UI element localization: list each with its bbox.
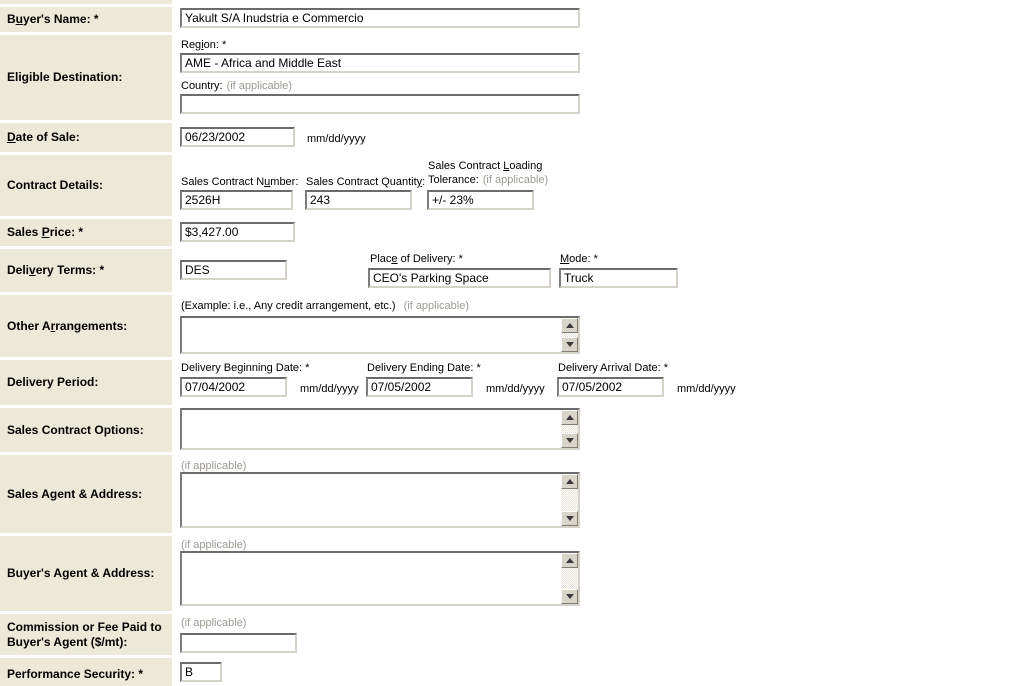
delivery-ending-label: Delivery Ending Date: * (367, 362, 481, 374)
sales-agent-label: Sales Agent & Address: (0, 455, 172, 533)
delivery-ending-group (366, 362, 552, 405)
date-of-sale-label: Date of Sale: (0, 123, 172, 152)
scrollbar-track[interactable] (561, 568, 578, 589)
country-input[interactable] (180, 94, 580, 114)
other-arrangements-textarea[interactable] (180, 316, 580, 354)
sales-contract-options-scrollbar[interactable] (561, 410, 578, 448)
top-sliver-cell (0, 0, 172, 4)
region-label: Region: * (181, 39, 227, 51)
form-row-sales-price (0, 219, 1010, 246)
scroll-up-button[interactable] (561, 318, 578, 333)
sales-price-input[interactable] (180, 222, 295, 242)
arrow-down-icon (566, 594, 574, 599)
delivery-terms-label: Delivery Terms: * (0, 249, 172, 292)
contract-quantity-input[interactable] (305, 190, 412, 210)
scrollbar-track[interactable] (561, 489, 578, 511)
region-input[interactable] (180, 53, 580, 73)
date-format-hint: mm/dd/yyyy (677, 383, 736, 395)
mode-label: Mode: * (560, 253, 598, 265)
loading-tolerance-label-line2: Tolerance: (if applicable) (428, 174, 549, 186)
sales-contract-options-text[interactable] (182, 410, 561, 448)
scroll-up-button[interactable] (561, 553, 578, 568)
date-format-hint: mm/dd/yyyy (307, 133, 366, 145)
mode-input[interactable] (559, 268, 678, 288)
scroll-up-button[interactable] (561, 410, 578, 425)
buyers-name-input[interactable] (180, 8, 580, 28)
other-arrangements-label: Other Arrangements: (0, 295, 172, 357)
buyers-agent-scrollbar[interactable] (561, 553, 578, 604)
country-label: Country: (if applicable) (181, 80, 292, 92)
delivery-beginning-group (180, 362, 366, 405)
form-row-eligible-destination (0, 35, 1010, 120)
scrollbar-track[interactable] (561, 425, 578, 433)
form-row-other-arrangements (0, 295, 1010, 357)
other-arrangements-text[interactable] (182, 318, 561, 352)
scroll-down-button[interactable] (561, 337, 578, 352)
commission-input[interactable] (180, 633, 297, 653)
buyers-agent-textarea[interactable] (180, 551, 580, 606)
place-of-delivery-input[interactable] (368, 268, 551, 288)
delivery-arrival-group (557, 362, 743, 405)
delivery-beginning-label: Delivery Beginning Date: * (181, 362, 310, 374)
sales-agent-hint: (if applicable) (181, 460, 247, 472)
sales-contract-options-textarea[interactable] (180, 408, 580, 450)
performance-security-input[interactable] (180, 662, 222, 682)
contract-number-label: Sales Contract Number: (181, 176, 299, 188)
delivery-arrival-label: Delivery Arrival Date: * (558, 362, 669, 374)
sales-contract-options-label: Sales Contract Options: (0, 408, 172, 452)
sales-agent-scrollbar[interactable] (561, 474, 578, 526)
performance-security-label: Performance Security: * (0, 658, 172, 686)
arrow-up-icon (566, 415, 574, 420)
form-row-performance-security (0, 658, 1010, 686)
eligible-destination-label: Eligible Destination: (0, 35, 172, 120)
contract-details-label: Contract Details: (0, 155, 172, 216)
arrow-down-icon (566, 516, 574, 521)
arrow-down-icon (566, 438, 574, 443)
delivery-ending-input[interactable] (366, 377, 473, 397)
form-row-delivery-terms (0, 249, 1010, 292)
form-row-commission (0, 614, 1010, 655)
date-format-hint: mm/dd/yyyy (300, 383, 359, 395)
form-row-sales-agent (0, 455, 1010, 533)
buyers-agent-hint: (if applicable) (181, 539, 247, 551)
form-row-top-sliver (0, 0, 1010, 4)
contract-number-input[interactable] (180, 190, 293, 210)
place-of-delivery-label: Place of Delivery: * (370, 253, 463, 265)
form-row-buyers-name (0, 7, 1010, 32)
contract-quantity-label: Sales Contract Quantity: (306, 176, 426, 188)
sales-price-label: Sales Price: * (0, 219, 172, 246)
date-of-sale-input[interactable] (180, 127, 295, 147)
arrow-down-icon (566, 342, 574, 347)
loading-tolerance-label-line1: Sales Contract Loading (428, 160, 543, 172)
delivery-period-label: Delivery Period: (0, 360, 172, 405)
buyers-name-label: Buyer's Name: * (0, 7, 172, 32)
sales-agent-text[interactable] (182, 474, 561, 526)
delivery-terms-input[interactable] (180, 260, 287, 280)
form-row-buyers-agent (0, 536, 1010, 611)
buyers-agent-text[interactable] (182, 553, 561, 604)
arrow-up-icon (566, 479, 574, 484)
date-format-hint: mm/dd/yyyy (486, 383, 545, 395)
form-row-delivery-period (0, 360, 1010, 405)
sales-agent-textarea[interactable] (180, 472, 580, 528)
loading-tolerance-input[interactable] (427, 190, 534, 210)
arrow-up-icon (566, 558, 574, 563)
buyers-agent-label: Buyer's Agent & Address: (0, 536, 172, 611)
other-arrangements-scrollbar[interactable] (561, 318, 578, 352)
commission-label: Commission or Fee Paid to Buyer's Agent ($/mt): (0, 614, 172, 655)
scroll-down-button[interactable] (561, 433, 578, 448)
other-arrangements-example-label: (Example: i.e., Any credit arrangement, etc.) (if applicable) (181, 300, 470, 312)
form-row-sales-contract-options (0, 408, 1010, 452)
scroll-down-button[interactable] (561, 511, 578, 526)
delivery-arrival-input[interactable] (557, 377, 664, 397)
delivery-beginning-input[interactable] (180, 377, 287, 397)
arrow-up-icon (566, 323, 574, 328)
form-row-contract-details (0, 155, 1010, 216)
scroll-down-button[interactable] (561, 589, 578, 604)
scroll-up-button[interactable] (561, 474, 578, 489)
commission-hint: (if applicable) (181, 617, 247, 629)
form-row-date-of-sale (0, 123, 1010, 152)
